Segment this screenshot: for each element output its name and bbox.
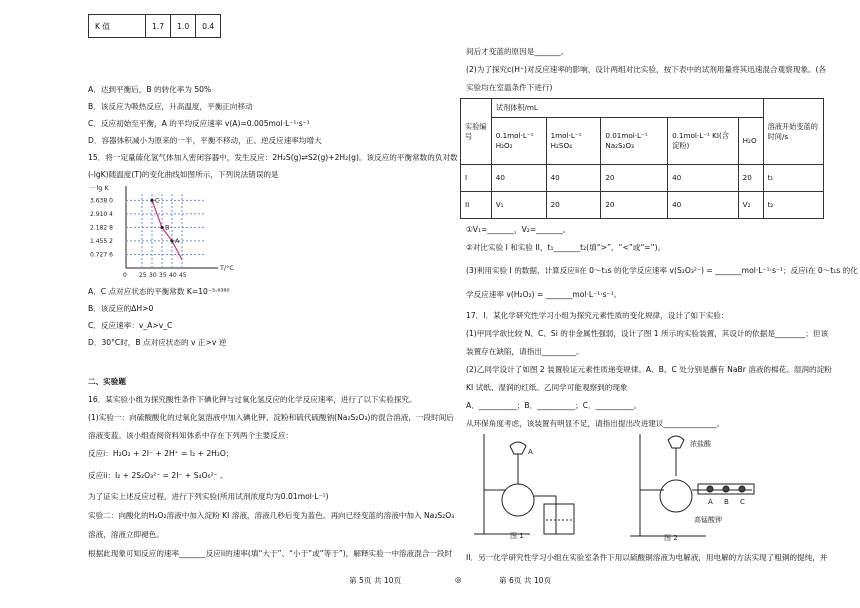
table-cell: 40 xyxy=(546,165,601,192)
data-point xyxy=(160,226,163,229)
q15-stem-cont: (-lgK)随温度(T)的变化曲线如图所示，下列说法错误的是 xyxy=(88,170,279,179)
fig1-caption: 图 1 xyxy=(510,532,524,540)
y-tick-label: 0.727 6 xyxy=(90,251,113,259)
data-point xyxy=(150,199,153,202)
experiment-table xyxy=(460,98,824,219)
y-tick-label: 2.182 8 xyxy=(90,224,113,232)
table-cell: t₁ xyxy=(763,165,823,192)
q17-line: A．__________；B．__________；C．__________。 xyxy=(466,401,642,410)
row-id: II xyxy=(461,192,492,219)
q14-option-a: A．达到平衡后，B 的转化率为 50% xyxy=(88,85,212,94)
q16-line: 16．某实验小组为探究酸性条件下碘化钾与过氧化氢反应的化学反应速率，进行了以下实验探究。 xyxy=(88,395,417,404)
q16-line: 为了证实上述反应过程，进行下列实验(所用试剂浓度均为0.01mol·L⁻¹) xyxy=(88,492,329,501)
q17-line: KI 试纸、湿润的红纸。乙同学可能观察到的现象 xyxy=(466,383,628,392)
q15-stem: 15．将一定量硫化氢气体加入密闭容器中，发生反应：2H₂S(g)⇌S2(g)+2H₂(g)。该反应的平衡常数的负对数 xyxy=(88,153,458,162)
x-tick-label: 25 xyxy=(139,272,147,279)
table-cell: 20 xyxy=(738,165,763,192)
q16-line: 溶液，溶液立即褪色。 xyxy=(88,530,164,539)
table-cell: V₁ xyxy=(491,192,546,219)
col-time-header: 溶液开始变蓝的时间/s xyxy=(763,99,823,165)
k-value-table xyxy=(88,14,221,38)
x-tick-label: 45 xyxy=(179,272,187,279)
q16-part2-cont: 实验均在室温条件下进行) xyxy=(466,83,553,92)
fig2-label-b: B xyxy=(724,498,729,506)
fig2-caption: 图 2 xyxy=(664,534,678,542)
table-cell: 40 xyxy=(668,165,739,192)
table-cell: 40 xyxy=(491,165,546,192)
q-line: (3)利用实验 I 的数据，计算反应ii在 0～t₁s 的化学反应速率 v(S₂O₃²⁻) = _______mol·L⁻¹·s⁻¹；反应i在 0～t₁s 的化 xyxy=(466,266,858,275)
k-label: K 值 xyxy=(89,15,146,38)
table-cell: 20 xyxy=(601,165,668,192)
table-cell: 40 xyxy=(668,192,739,219)
section-title: 二、实验题 xyxy=(88,377,126,386)
fig1-label-a: A xyxy=(528,448,533,456)
q-line: ②对比实验 I 和实验 II，t₁_______t₂(填“>”、“<”或“=”)。 xyxy=(466,243,666,252)
neg-lgk-chart xyxy=(88,180,234,280)
page-number-right: 第 6页 共 10页 xyxy=(499,576,552,585)
q17-line: 17．I．某化学研究性学习小组为探究元素性质的变化规律，设计了如下实验： xyxy=(466,311,729,320)
figure-2-apparatus xyxy=(626,430,756,542)
q16-cont-line: 间后才变蓝的原因是_______。 xyxy=(466,47,569,56)
table-cell: t₂ xyxy=(763,192,823,219)
fig2-label-a: A xyxy=(708,498,713,506)
k-value: 1.0 xyxy=(171,15,196,38)
q14-option-d: D．容器体积减小为原来的一半，平衡不移动，正、逆反应速率均增大 xyxy=(88,136,322,145)
col-volume-header: 试剂体积/mL xyxy=(491,99,763,118)
data-point-label: C xyxy=(155,196,160,205)
q16-reaction-ii: 反应ii：I₂ + 2S₂O₃²⁻ = 2I⁻ + S₄O₆²⁻ 。 xyxy=(88,471,228,480)
data-point xyxy=(170,239,173,242)
table-cell: V₂ xyxy=(738,192,763,219)
x-axis-label: T/°C xyxy=(220,264,234,272)
y-tick-label: 3.638 0 xyxy=(90,197,113,205)
x-tick-label: 40 xyxy=(169,272,177,279)
q16-line: 溶液变蓝。该小组查阅资料知体系中存在下列两个主要反应： xyxy=(88,431,294,440)
q16-reaction-i: 反应i：H₂O₂ + 2I⁻ + 2H⁺ = I₂ + 2H₂O； xyxy=(88,449,234,458)
page-number-left: 第 5页 共 10页 xyxy=(349,576,402,585)
q14-option-c: C．反应初始至平衡，A 的平均反应速率 v(A)=0.005mol·L⁻¹·s⁻¹ xyxy=(88,119,310,128)
col-exp-header: 实验编号 xyxy=(461,99,492,165)
q15-option-d: D．30°C时，B 点对应状态的 v 正>v 逆 xyxy=(88,338,227,347)
x-tick-label: 35 xyxy=(159,272,167,279)
y-tick-label: 1.455 2 xyxy=(90,237,113,245)
fig2-label-solid: 高锰酸钾 xyxy=(694,516,722,524)
reagent-header: 1mol·L⁻¹ H₂SO₄ xyxy=(546,118,601,165)
q-line: ①V₁=_______，V₂=_______。 xyxy=(466,225,571,234)
q17-part2: II．另一化学研究性学习小组在实验室条件下用以硫酸铜溶液为电解液，用电解的方法实现了粗铜的提纯，并 xyxy=(466,553,828,562)
table-row xyxy=(461,165,824,192)
q16-line: 根据此现象可知反应的速率_______反应ii的速率(填“大于”、“小于”或“等于”)，解释实验一中溶液混合一段时 xyxy=(88,549,453,558)
table-cell: 20 xyxy=(546,192,601,219)
q15-option-c: C．反应速率：v_A>v_C xyxy=(88,321,173,330)
q17-line: 从环保角度考虑，该装置有明显不足，请指出提出改进建议______________。 xyxy=(466,419,725,428)
fig2-label-c: C xyxy=(740,498,745,506)
y-axis-label: －lg K xyxy=(90,184,109,192)
fig2-label-acid: 浓盐酸 xyxy=(690,440,711,448)
y-tick-label: 2.910 4 xyxy=(90,210,113,218)
data-point-label: B xyxy=(165,223,170,232)
figure-1-apparatus xyxy=(470,430,590,540)
table-row xyxy=(461,192,824,219)
data-point-label: A xyxy=(175,236,180,245)
binding-mark: ◎ xyxy=(455,575,462,584)
k-value: 0.4 xyxy=(196,15,221,38)
reagent-header: 0.1mol·L⁻¹ H₂O₂ xyxy=(491,118,546,165)
q16-part2: (2)为了探究c(H⁺)对反应速率的影响，设计两组对比实验，按下表中的试剂用量将其迅速混合观察现象。(各 xyxy=(466,65,827,74)
q16-line: (1)实验一：向硫酸酸化的过氧化氢溶液中加入碘化钾、淀粉和硫代硫酸钠(Na₂S₂O₃)的混合溶液，一段时间后 xyxy=(88,413,454,422)
reagent-header: 0.1mol·L⁻¹ KI(含淀粉) xyxy=(668,118,739,165)
reagent-header: H₂O xyxy=(738,118,763,165)
row-id: I xyxy=(461,165,492,192)
x-tick-label: 30 xyxy=(149,272,157,279)
q17-line: (2)乙同学设计了如图 2 装置验证元素性质递变规律。A、B、C 处分别是蘸有 NaBr 溶液的棉花、湿润的淀粉 xyxy=(466,365,832,374)
k-value: 1.7 xyxy=(146,15,171,38)
q17-line: (1)甲同学欲比较 N、C、Si 的非金属性强弱，设计了图 1 所示的实验装置，其设计的依据是________；但该 xyxy=(466,329,829,338)
q15-option-a: A．C 点对应状态的平衡常数 K=10⁻³·⁶³⁸⁰ xyxy=(88,287,230,296)
q16-line: 实验二：向酸化的H₂O₂溶液中加入淀粉 KI 溶液，溶液几秒后变为蓝色。再向已经变蓝的溶液中加入 Na₂S₂O₃ xyxy=(88,511,455,520)
q17-line: 装置存在缺陷，请指出_________。 xyxy=(466,347,584,356)
reagent-header: 0.01mol·L⁻¹ Na₂S₂O₃ xyxy=(601,118,668,165)
x-tick-label: 0 xyxy=(123,272,127,279)
q-line: 学反应速率 v(H₂O₂) = _______mol·L⁻¹·s⁻¹。 xyxy=(466,290,622,299)
table-cell: 20 xyxy=(601,192,668,219)
q15-option-b: B．该反应的ΔH>0 xyxy=(88,304,154,313)
q14-option-b: B．该反应为吸热反应，升高温度，平衡正向移动 xyxy=(88,102,253,111)
